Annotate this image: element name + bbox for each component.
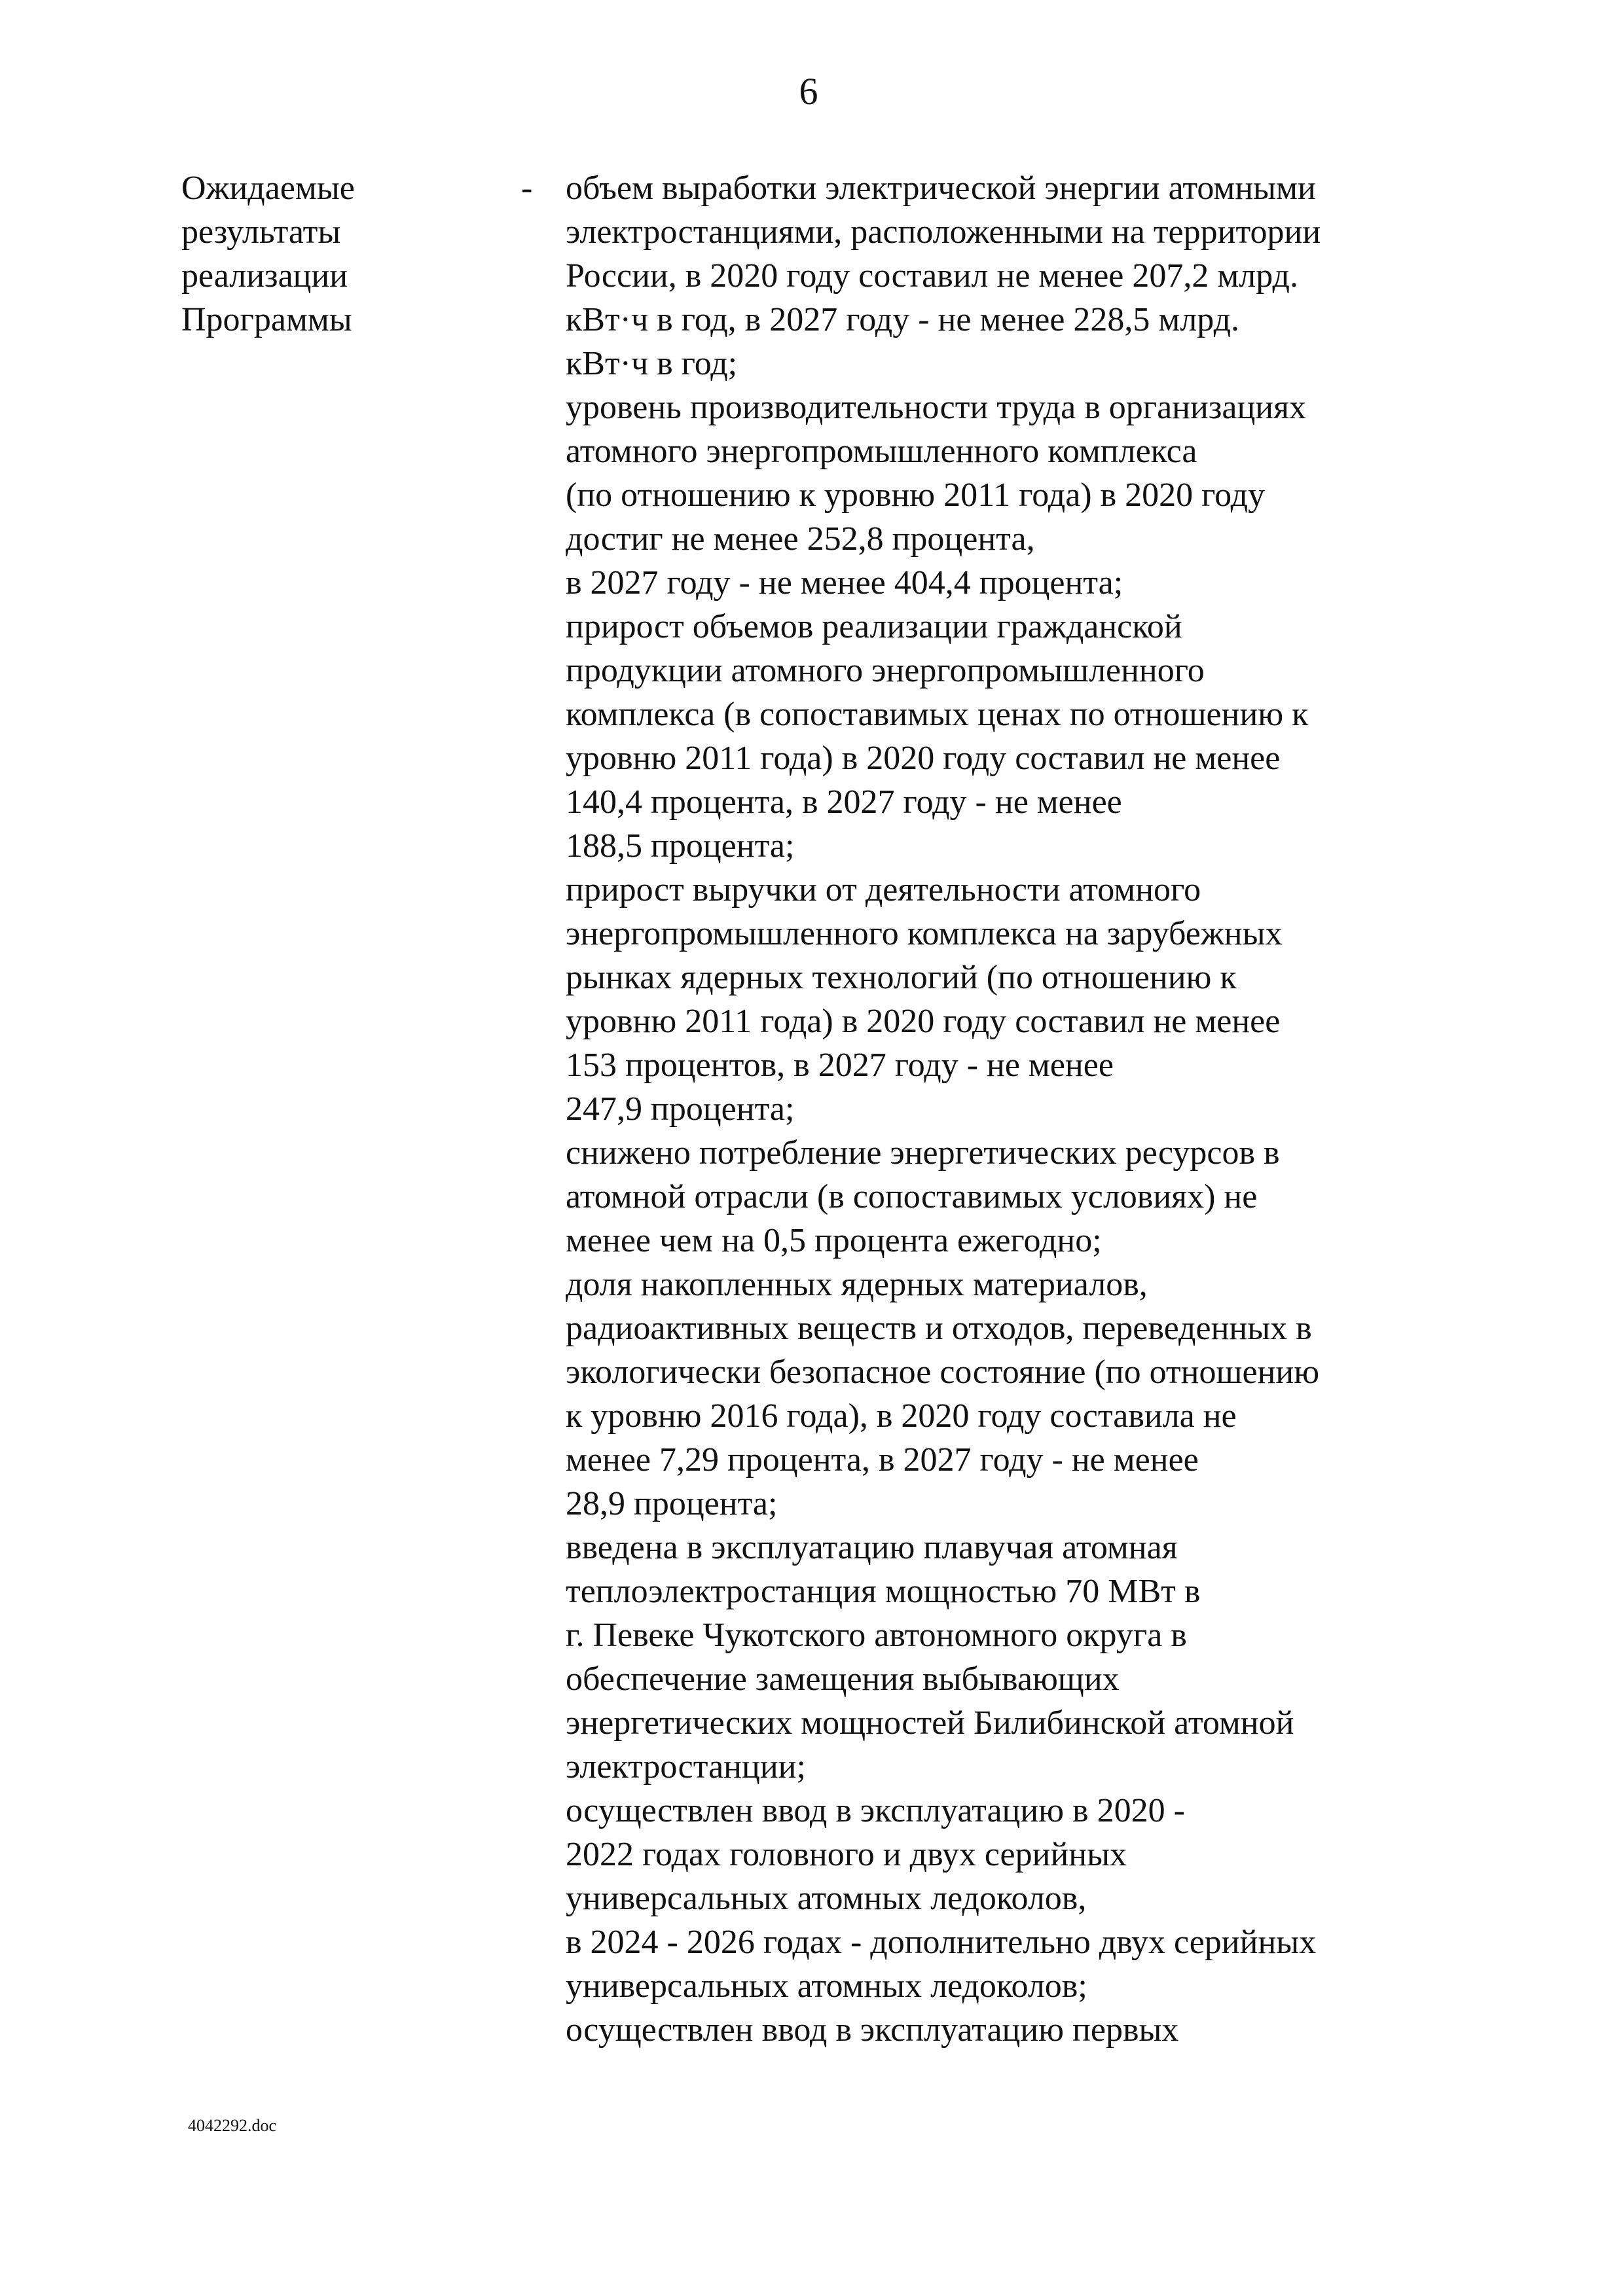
text-line: 247,9 процента; bbox=[566, 1090, 795, 1128]
text-line: введена в эксплуатацию плавучая атомная bbox=[566, 1529, 1178, 1566]
expected-results-text bbox=[566, 166, 1456, 2052]
text-line: доля накопленных ядерных материалов, bbox=[566, 1266, 1148, 1303]
text-line: радиоактивных веществ и отходов, переведенных в bbox=[566, 1310, 1312, 1347]
text-line: кВт·ч в год, в 2027 году - не менее 228,5 млрд. bbox=[566, 301, 1240, 338]
text-line: прирост выручки от деятельности атомного bbox=[566, 871, 1201, 908]
text-line: менее 7,29 процента, в 2027 году - не менее bbox=[566, 1441, 1199, 1479]
text-line: достиг не менее 252,8 процента, bbox=[566, 520, 1035, 558]
text-line: прирост объемов реализации гражданской bbox=[566, 608, 1182, 645]
text-line: к уровню 2016 года), в 2020 году составила не bbox=[566, 1397, 1237, 1435]
text-line: экологически безопасное состояние (по отношению bbox=[566, 1354, 1320, 1391]
section-label-line: Программы bbox=[181, 301, 352, 338]
text-line: 28,9 процента; bbox=[566, 1485, 778, 1522]
section-label-line: Ожидаемые bbox=[181, 170, 355, 207]
text-line: обеспечение замещения выбывающих bbox=[566, 1660, 1120, 1698]
text-line: 140,4 процента, в 2027 году - не менее bbox=[566, 783, 1122, 821]
text-line: энергетических мощностей Билибинской атомной bbox=[566, 1704, 1294, 1742]
text-line: снижено потребление энергетических ресурсов в bbox=[566, 1134, 1280, 1172]
text-line: кВт·ч в год; bbox=[566, 345, 738, 382]
text-line: атомного энергопромышленного комплекса bbox=[566, 433, 1197, 470]
text-line: теплоэлектростанция мощностью 70 МВт в bbox=[566, 1573, 1201, 1610]
text-line: уровню 2011 года) в 2020 году составил не менее bbox=[566, 1003, 1281, 1040]
text-line: (по отношению к уровню 2011 года) в 2020 году bbox=[566, 476, 1266, 514]
text-line: энергопромышленного комплекса на зарубежных bbox=[566, 915, 1283, 952]
text-line: осуществлен ввод в эксплуатацию в 2020 - bbox=[566, 1792, 1185, 1829]
list-dash: - bbox=[521, 170, 533, 207]
text-line: продукции атомного энергопромышленного bbox=[566, 652, 1205, 689]
text-line: менее чем на 0,5 процента ежегодно; bbox=[566, 1222, 1102, 1259]
text-line: уровню 2011 года) в 2020 году составил не менее bbox=[566, 740, 1281, 777]
text-line: электростанции; bbox=[566, 1748, 806, 1785]
section-label-line: реализации bbox=[181, 257, 348, 295]
text-line: в 2027 году - не менее 404,4 процента; bbox=[566, 564, 1123, 601]
text-line: России, в 2020 году составил не менее 207,2 млрд. bbox=[566, 257, 1299, 295]
section-label-line: результаты bbox=[181, 213, 341, 251]
text-line: в 2024 - 2026 годах - дополнительно двух серийных bbox=[566, 1924, 1317, 1961]
text-line: 188,5 процента; bbox=[566, 827, 795, 865]
text-line: 153 процентов, в 2027 году - не менее bbox=[566, 1047, 1114, 1084]
section-label bbox=[181, 166, 456, 342]
document-filename: 4042292.doc bbox=[188, 2116, 277, 2135]
text-line: комплекса (в сопоставимых ценах по отношению к bbox=[566, 696, 1309, 733]
text-line: электростанциями, расположенными на территории bbox=[566, 213, 1321, 251]
text-line: осуществлен ввод в эксплуатацию первых bbox=[566, 2011, 1179, 2049]
text-line: 2022 годах головного и двух серийных bbox=[566, 1836, 1127, 1873]
text-line: уровень производительности труда в организациях bbox=[566, 389, 1307, 426]
text-line: универсальных атомных ледоколов, bbox=[566, 1880, 1087, 1917]
text-line: г. Певеке Чукотского автономного округа в bbox=[566, 1617, 1187, 1654]
text-line: объем выработки электрической энергии атомными bbox=[566, 170, 1316, 207]
text-line: рынках ядерных технологий (по отношению к bbox=[566, 959, 1237, 996]
page-number: 6 bbox=[799, 70, 818, 113]
text-line: атомной отрасли (в сопоставимых условиях) не bbox=[566, 1178, 1258, 1215]
text-line: универсальных атомных ледоколов; bbox=[566, 1967, 1087, 2005]
